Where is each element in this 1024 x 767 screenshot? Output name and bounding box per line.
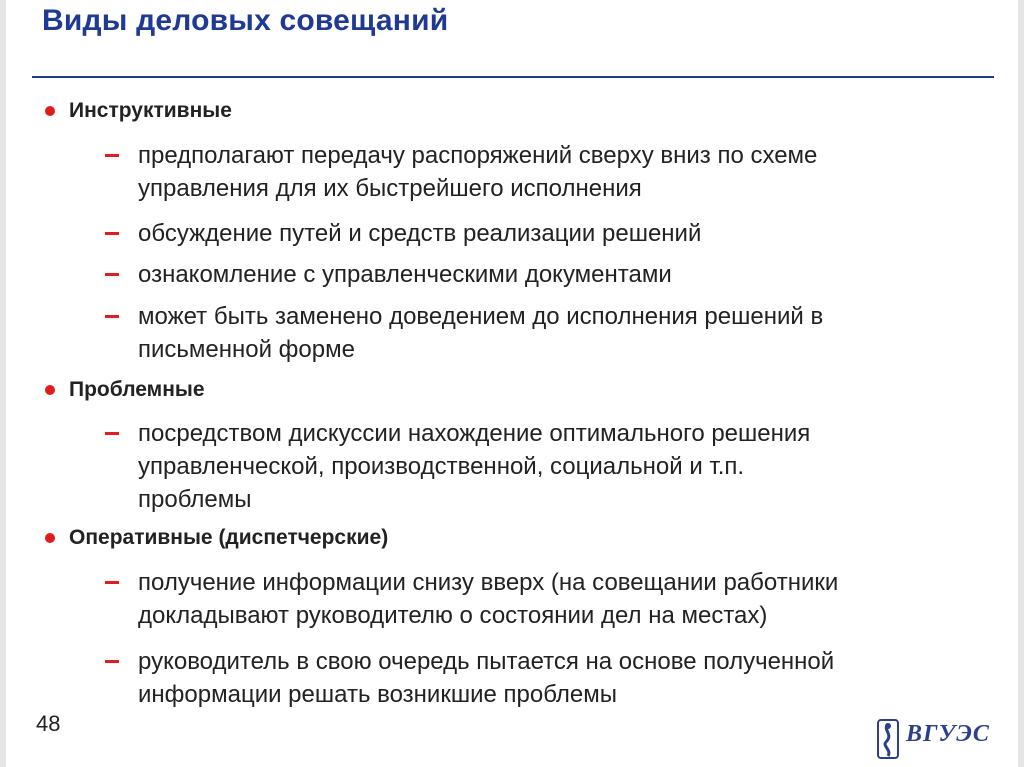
- sub-item-line: информации решать возникшие проблемы: [138, 681, 617, 708]
- bullet-dot-icon: [45, 385, 55, 395]
- sub-item-line: может быть заменено доведением до исполнения решений в: [138, 303, 824, 330]
- bullet-dot-icon: [45, 533, 55, 543]
- dash-bullet-icon: [105, 154, 119, 157]
- slide-content: [6, 0, 1018, 767]
- section-heading: Проблемные: [69, 378, 205, 401]
- slide-right-edge: [1018, 0, 1024, 767]
- dash-bullet-icon: [105, 432, 119, 435]
- page-number: 48: [36, 711, 61, 736]
- sub-item-line: проблемы: [138, 486, 252, 513]
- section-heading: Инструктивные: [69, 99, 232, 122]
- dash-bullet-icon: [105, 232, 119, 235]
- sub-item-line: ознакомление с управленческими документами: [138, 261, 672, 288]
- dash-bullet-icon: [105, 660, 119, 663]
- dash-bullet-icon: [105, 581, 119, 584]
- slide-title: Виды деловых совещаний: [42, 4, 449, 37]
- logo-emblem-icon: [878, 720, 898, 758]
- sub-item-line: посредством дискуссии нахождение оптимального решения: [138, 420, 811, 447]
- sub-item-line: предполагают передачу распоряжений сверху вниз по схеме: [138, 142, 818, 169]
- bullet-dot-icon: [45, 106, 55, 116]
- sub-item-line: докладывают руководителю о состоянии дел на местах): [138, 602, 768, 629]
- sub-item-line: управления для их быстрейшего исполнения: [138, 175, 642, 202]
- logo-text: ВГУЭС: [906, 721, 990, 747]
- sub-item-line: получение информации снизу вверх (на совещании работники: [138, 569, 839, 596]
- slide: [6, 0, 1018, 767]
- dash-bullet-icon: [105, 273, 119, 276]
- section-heading: Оперативные (диспетчерские): [69, 526, 389, 549]
- sub-item-line: управленческой, производственной, социальной и т.п.: [138, 453, 745, 480]
- sub-item-line: руководитель в свою очередь пытается на основе полученной: [138, 648, 835, 675]
- dash-bullet-icon: [105, 315, 119, 318]
- sub-item-line: письменной форме: [138, 336, 355, 363]
- sub-item-line: обсуждение путей и средств реализации решений: [138, 220, 702, 247]
